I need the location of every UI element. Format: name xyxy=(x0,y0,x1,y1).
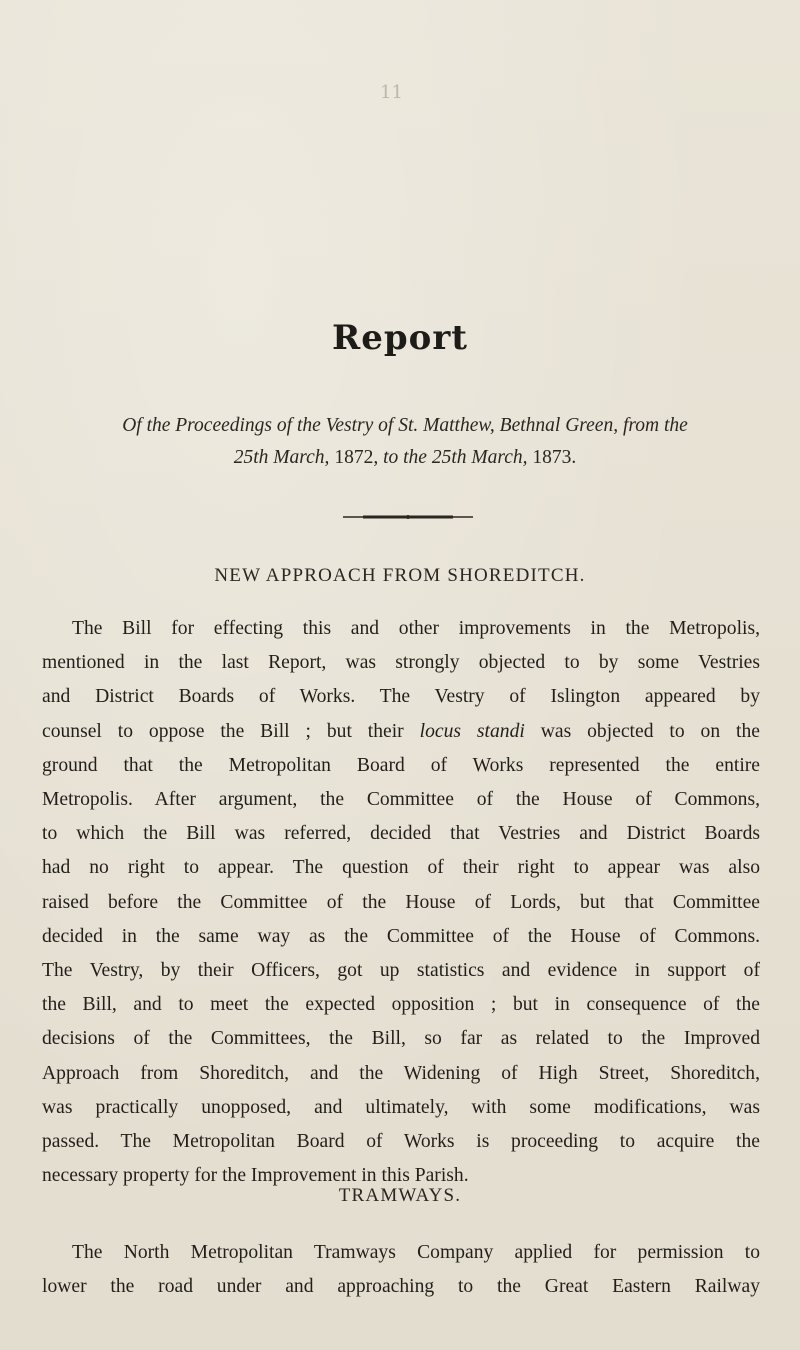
text-line: passed. The Metropolitan Board of Works is proceeding to acquire the xyxy=(42,1131,760,1153)
subtitle-year-end: 1873. xyxy=(532,447,577,468)
subtitle-to: , to the xyxy=(373,447,432,468)
text-line: Metropolis. After argument, the Committee of the House of Commons, xyxy=(42,789,760,811)
text-line: decided in the same way as the Committee of the House of Commons. xyxy=(42,925,760,947)
text-line: decisions of the Committees, the Bill, so far as related to the Improved xyxy=(42,1028,760,1050)
text-line xyxy=(42,715,760,749)
report-subtitle xyxy=(40,410,770,474)
text-line: ground that the Metropolitan Board of Works represented the entire xyxy=(42,754,760,776)
section-heading-tramways: TRAMWAYS. xyxy=(338,1185,462,1206)
text-line: lower the road under and approaching to the Great Eastern Railway xyxy=(42,1276,760,1298)
report-title: Report xyxy=(332,318,468,358)
text-line: The Vestry, by their Officers, got up statistics and evidence in support of xyxy=(42,960,760,982)
text-segment: was objected to on the xyxy=(524,720,760,742)
text-segment: counsel to oppose the Bill ; but their xyxy=(42,720,404,742)
paragraph-shoreditch xyxy=(42,612,760,1193)
text-line: The Bill for effecting this and other improvements in the Metropolis, xyxy=(72,618,760,639)
text-line: had no right to appear. The question of their right to appear was also xyxy=(42,857,760,879)
subtitle-line-1: Of the Proceedings of the Vestry of St. Matthew, Bethnal Green, from the xyxy=(122,415,688,436)
text-line: mentioned in the last Report, was strongly objected to by some Vestries xyxy=(42,652,760,674)
subtitle-date-end: 25th March, xyxy=(431,447,533,468)
subtitle-year-start: 1872 xyxy=(334,447,374,468)
text-line: Approach from Shoreditch, and the Widening of High Street, Shoreditch, xyxy=(42,1062,760,1084)
text-line: to which the Bill was referred, decided that Vestries and District Boards xyxy=(42,823,760,845)
text-line: The North Metropolitan Tramways Company applied for permission to xyxy=(72,1242,760,1263)
text-line: raised before the Committee of the House of Lords, but that Committee xyxy=(42,891,760,913)
paragraph-tramways xyxy=(42,1236,760,1304)
latin-term: locus standi xyxy=(419,720,525,742)
text-line: was practically unopposed, and ultimately, with some modifications, was xyxy=(42,1096,760,1118)
text-line: necessary property for the Improvement in this Parish. xyxy=(42,1165,469,1187)
page-number: 11 xyxy=(380,82,403,103)
text-line: and District Boards of Works. The Vestry of Islington appeared by xyxy=(42,686,760,708)
subtitle-line-2 xyxy=(40,442,770,474)
section-heading-shoreditch: NEW APPROACH FROM SHOREDITCH. xyxy=(214,565,586,586)
text-line: the Bill, and to meet the expected opposition ; but in consequence of the xyxy=(42,994,760,1016)
ornamental-rule xyxy=(343,515,473,519)
subtitle-date-start: 25th March, xyxy=(233,447,335,468)
